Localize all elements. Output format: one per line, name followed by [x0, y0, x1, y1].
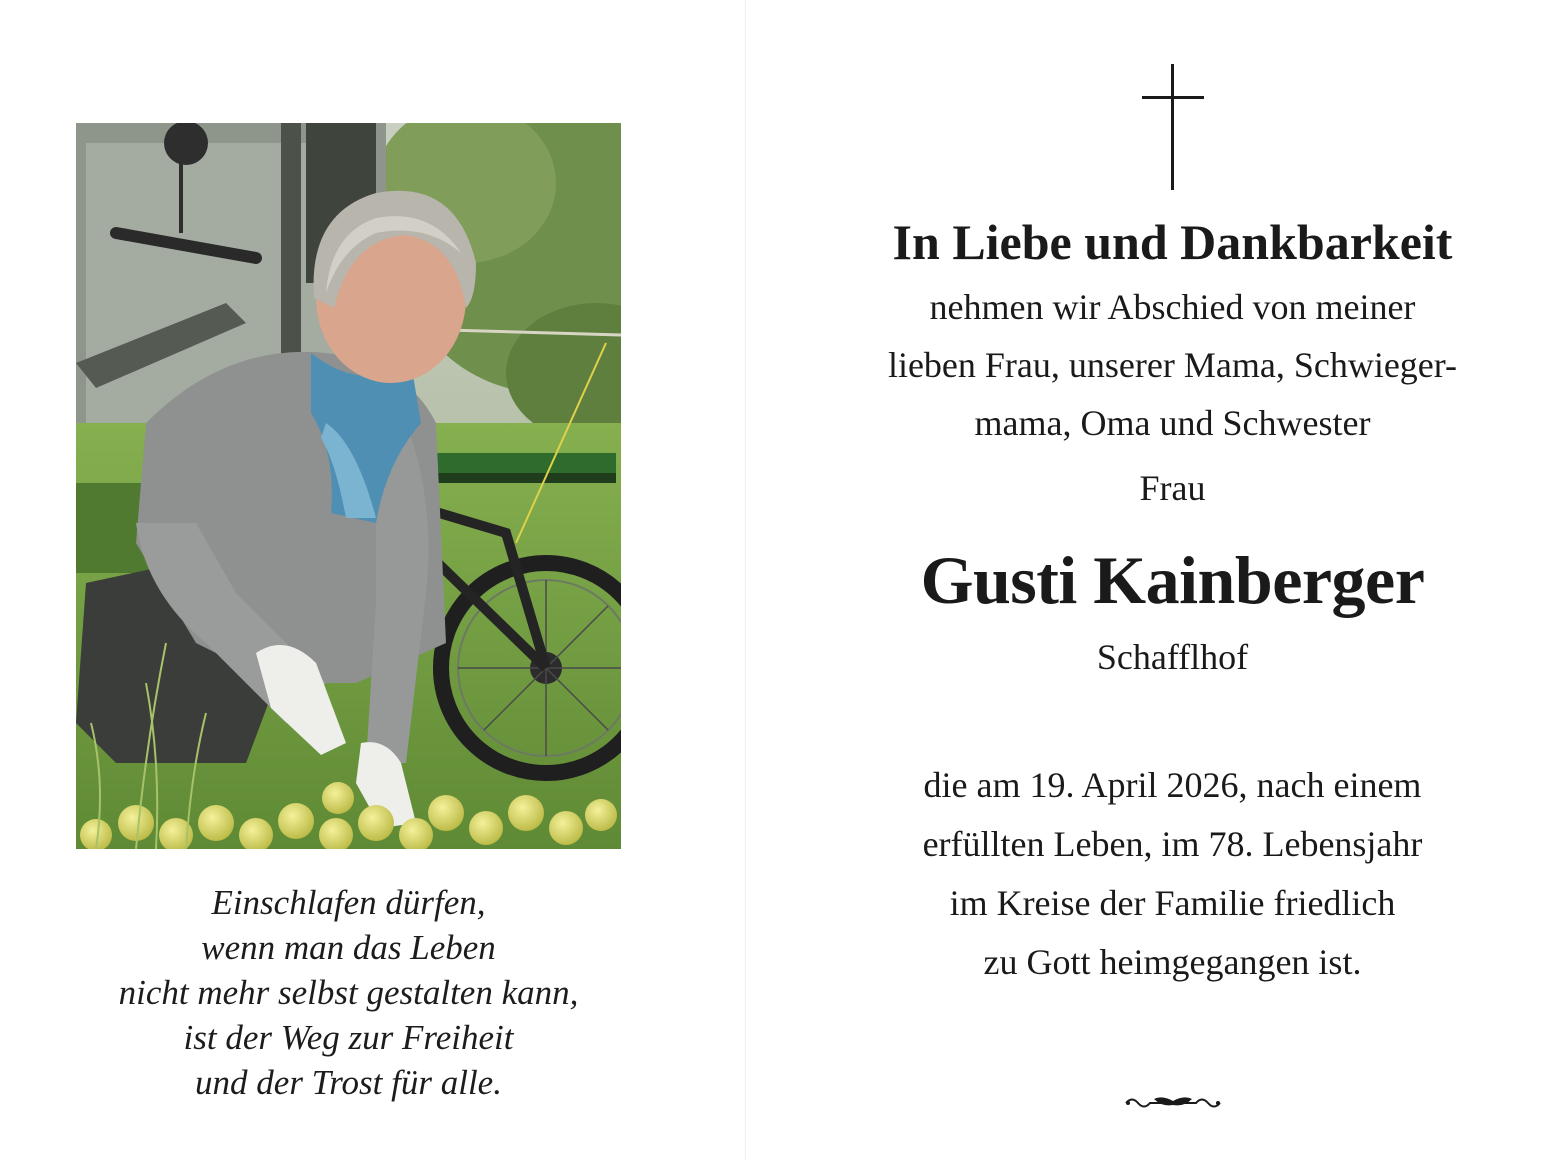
poem-line: nicht mehr selbst gestalten kann, [118, 973, 579, 1012]
salutation: Frau [1139, 468, 1206, 508]
portrait-photo-illustration [76, 123, 621, 849]
closing-text [790, 756, 1549, 992]
intro-text [790, 278, 1549, 452]
portrait-photo [76, 123, 621, 849]
intro-line: lieben Frau, unserer Mama, Schwieger- [887, 345, 1458, 385]
poem [76, 880, 621, 1105]
ornament-icon [1122, 1093, 1224, 1113]
intro-line: nehmen wir Abschied von meiner [929, 287, 1416, 327]
closing-line: erfüllten Leben, im 78. Lebensjahr [922, 824, 1423, 864]
intro-line: mama, Oma und Schwester [974, 403, 1371, 443]
poem-line: Einschlafen dürfen, [211, 883, 486, 922]
cross-icon [1142, 64, 1204, 190]
poem-line: wenn man das Leben [201, 928, 496, 967]
deceased-name: Gusti Kainberger [920, 542, 1425, 618]
closing-line: die am 19. April 2026, nach einem [923, 765, 1422, 805]
closing-line: zu Gott heimgegangen ist. [983, 942, 1362, 982]
place-name: Schafflhof [1096, 637, 1249, 677]
closing-line: im Kreise der Familie friedlich [949, 883, 1396, 923]
heading: In Liebe und Dankbarkeit [892, 214, 1453, 270]
poem-line: ist der Weg zur Freiheit [183, 1018, 514, 1057]
card-fold-line [745, 0, 746, 1160]
poem-line: und der Trost für alle. [195, 1063, 502, 1102]
